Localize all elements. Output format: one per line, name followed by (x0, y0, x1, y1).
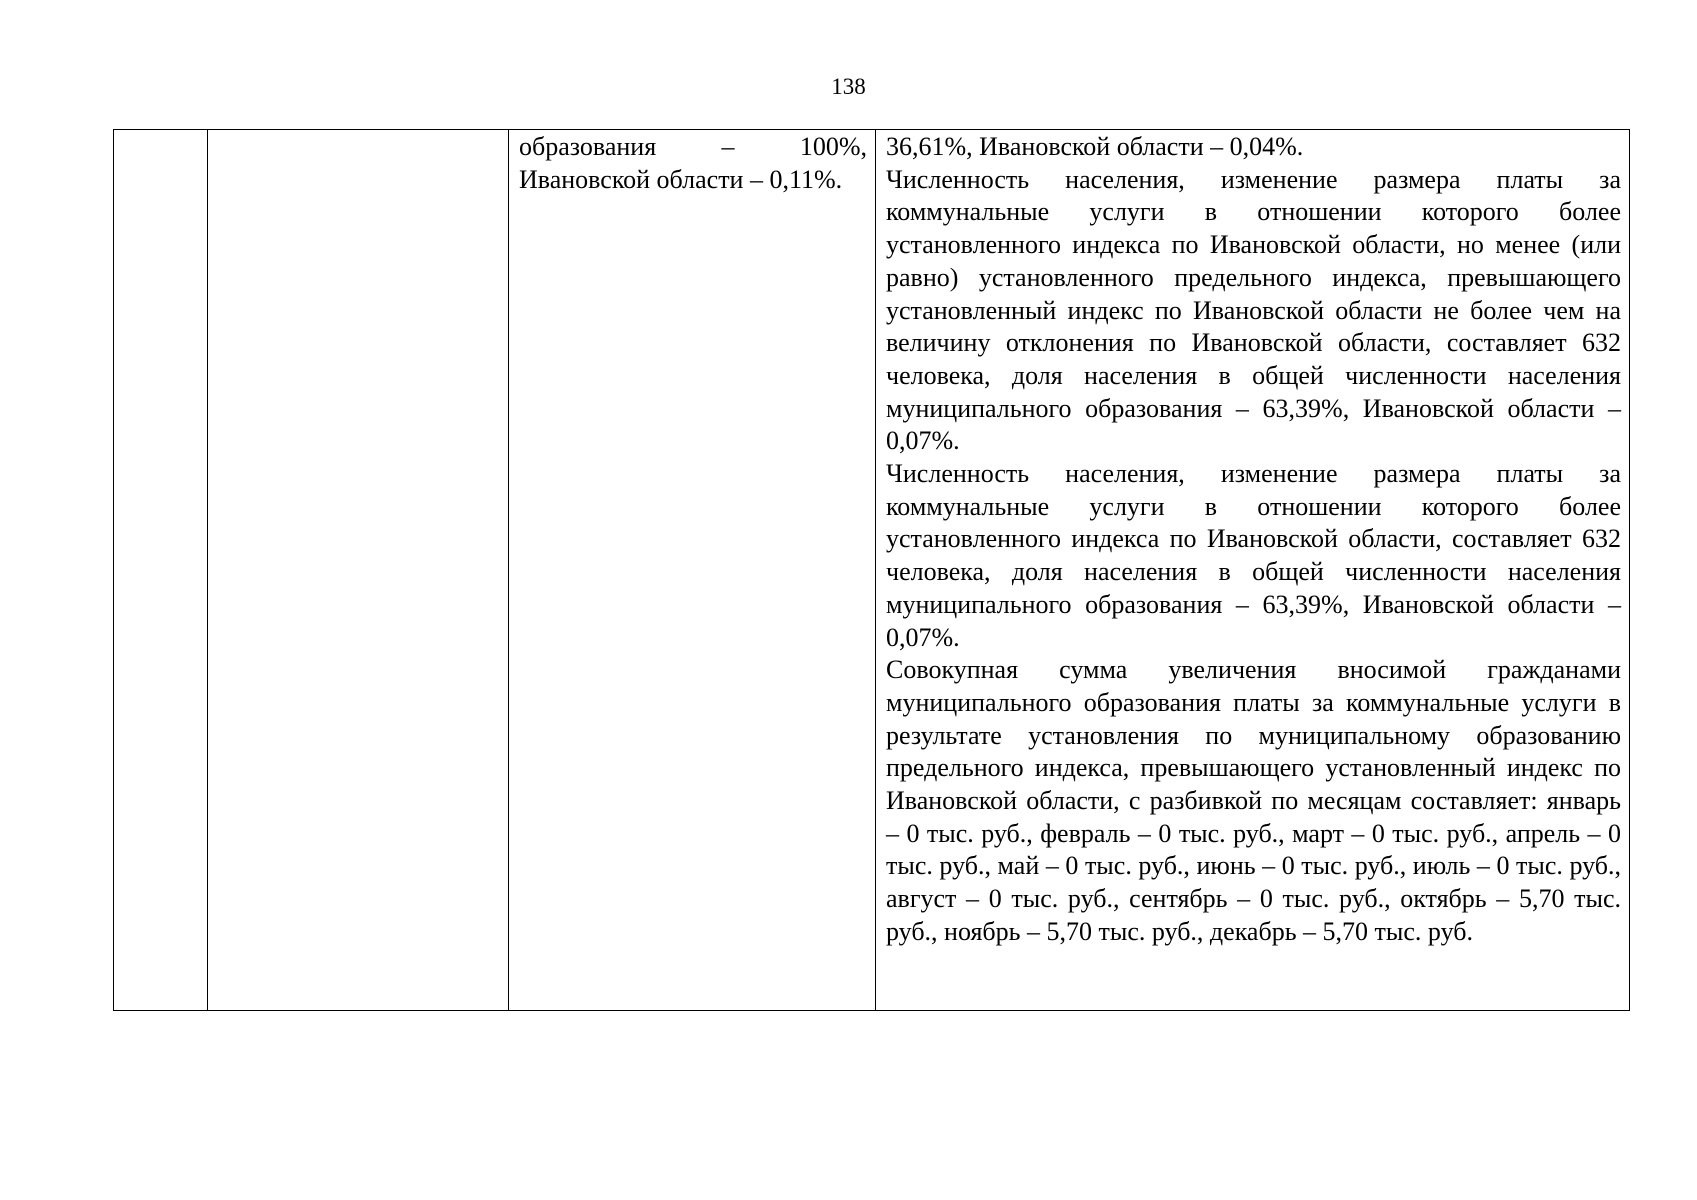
cell-text-description (876, 130, 1629, 949)
table-row (114, 130, 1630, 1011)
paragraph-previous-values: образования – 100%, Ивановской области – 0,11%. (519, 132, 867, 194)
document-table (113, 129, 1630, 1011)
cell-text-number (114, 130, 207, 131)
table-cell-name (208, 130, 509, 1011)
cell-text-name (208, 130, 508, 131)
paragraph-population-within-limit: Численность населения, изменение размера платы за коммунальные услуги в отношении которого более установленного индекса по Ивановской области, но менее (или равно) установленного предельного индекса, превышающего установленный индекс по Ивановской области не более чем на величину отклонения по Ивановской области, составляет 632 человека, доля населения в общей численности населения муниципального образования – 63,39%, Ивановской области – 0,07%. (886, 164, 1621, 456)
table-cell-previous-values (509, 130, 876, 1011)
table-cell-number (114, 130, 208, 1011)
table-cell-description (876, 130, 1630, 1011)
cell-text-previous-values (509, 130, 875, 196)
page-number: 138 (831, 74, 866, 99)
paragraph-share-continuation: 36,61%, Ивановской области – 0,04%. (886, 132, 1304, 161)
paragraph-monthly-increase: Совокупная сумма увеличения вносимой гражданами муниципального образования платы за коммунальные услуги в результате установления по муниципальному образованию предельного индекса, превышающего установленный индекс по Ивановской области, с разбивкой по месяцам составляет: январь – 0 тыс. руб., февраль – 0 тыс. руб., март – 0 тыс. руб., апрель – 0 тыс. руб., май – 0 тыс. руб., июнь – 0 тыс. руб., июль – 0 тыс. руб., август – 0 тыс. руб., сентябрь – 0 тыс. руб., октябрь – 5,70 тыс. руб., ноябрь – 5,70 тыс. руб., декабрь – 5,70 тыс. руб. (886, 655, 1621, 946)
paragraph-population-above-index: Численность населения, изменение размера платы за коммунальные услуги в отношении которого более установленного индекса по Ивановской области, составляет 632 человека, доля населения в общей численности населения муниципального образования – 63,39%, Ивановской области – 0,07%. (886, 459, 1621, 652)
